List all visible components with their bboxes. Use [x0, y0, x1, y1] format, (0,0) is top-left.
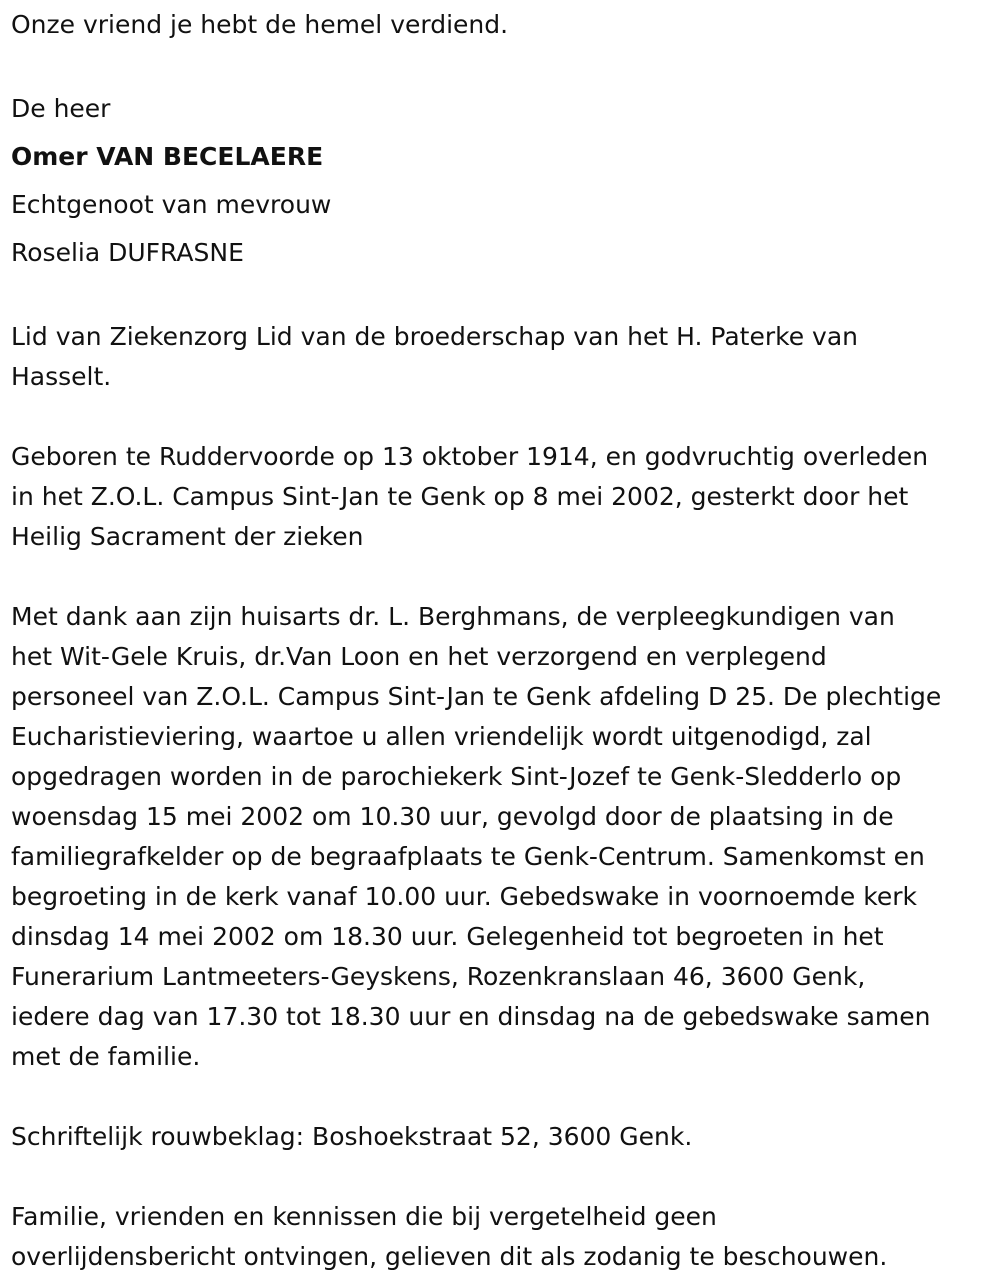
ceremony-line: Eucharistieviering, waartoe u allen vriendelijk wordt uitgenodigd, zal	[11, 722, 872, 751]
ceremony-line: personeel van Z.O.L. Campus Sint-Jan te Genk afdeling D 25. De plechtige	[11, 682, 942, 711]
memberships-line: Hasselt.	[11, 362, 112, 391]
opening-line: Onze vriend je hebt de hemel verdiend.	[11, 10, 509, 39]
ceremony-line: iedere dag van 17.30 tot 18.30 uur en dinsdag na de gebedswake samen	[11, 1002, 931, 1031]
spacer	[11, 397, 989, 437]
spacer	[11, 45, 989, 85]
ceremony-line: Met dank aan zijn huisarts dr. L. Berghmans, de verpleegkundigen van	[11, 602, 895, 631]
ceremony-line: met de familie.	[11, 1042, 201, 1071]
spouse-label: Echtgenoot van mevrouw	[11, 190, 332, 219]
ceremony-line: opgedragen worden in de parochiekerk Sint-Jozef te Genk-Sledderlo op	[11, 762, 902, 791]
ceremony-line: dinsdag 14 mei 2002 om 18.30 uur. Gelegenheid tot begroeten in het	[11, 922, 884, 951]
ceremony-paragraph	[11, 597, 989, 1077]
closing-paragraph	[11, 1197, 989, 1277]
spacer	[11, 277, 989, 317]
birth-death-paragraph	[11, 437, 989, 557]
spacer	[11, 557, 989, 597]
memberships-paragraph	[11, 317, 989, 397]
spacer	[11, 1077, 989, 1117]
closing-line: overlijdensbericht ontvingen, gelieven dit als zodanig te beschouwen.	[11, 1242, 888, 1271]
birth-death-line: in het Z.O.L. Campus Sint-Jan te Genk op 8 mei 2002, gesterkt door het	[11, 482, 909, 511]
spouse-name: Roselia DUFRASNE	[11, 238, 244, 267]
title-line: De heer	[11, 94, 111, 123]
birth-death-line: Geboren te Ruddervoorde op 13 oktober 1914, en godvruchtig overleden	[11, 442, 929, 471]
birth-death-line: Heilig Sacrament der zieken	[11, 522, 364, 551]
ceremony-line: woensdag 15 mei 2002 om 10.30 uur, gevolgd door de plaatsing in de	[11, 802, 894, 831]
condolences-address: Schriftelijk rouwbeklag: Boshoekstraat 52, 3600 Genk.	[11, 1122, 693, 1151]
memberships-line: Lid van Ziekenzorg Lid van de broederschap van het H. Paterke van	[11, 322, 859, 351]
ceremony-line: begroeting in de kerk vanaf 10.00 uur. Gebedswake in voornoemde kerk	[11, 882, 917, 911]
ceremony-line: familiegrafkelder op de begraafplaats te Genk-Centrum. Samenkomst en	[11, 842, 925, 871]
spacer	[11, 1157, 989, 1197]
closing-line: Familie, vrienden en kennissen die bij vergetelheid geen	[11, 1202, 717, 1231]
deceased-name: Omer VAN BECELAERE	[11, 142, 324, 171]
ceremony-line: Funerarium Lantmeeters-Geyskens, Rozenkranslaan 46, 3600 Genk,	[11, 962, 866, 991]
ceremony-line: het Wit-Gele Kruis, dr.Van Loon en het verzorgend en verplegend	[11, 642, 827, 671]
